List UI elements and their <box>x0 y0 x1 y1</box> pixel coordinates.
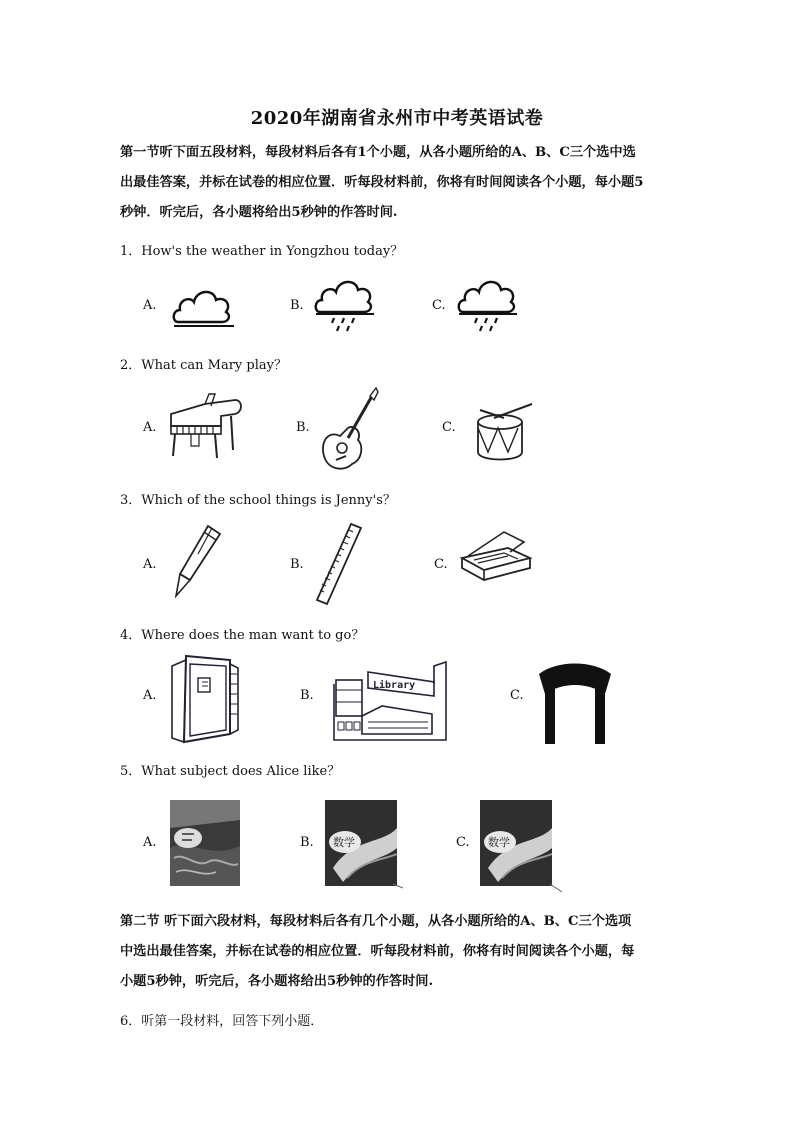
q4-option-b-label: B. <box>300 688 314 703</box>
ruler-icon <box>315 522 363 606</box>
q1-option-c-label: C. <box>432 298 446 313</box>
q3-option-b-label: B. <box>290 557 304 572</box>
q2-option-a-label: A. <box>143 420 157 435</box>
gate-icon <box>537 660 613 746</box>
q2-option-b-label: B. <box>296 420 310 435</box>
instruction-line: 中选出最佳答案，并标在试卷的相应位置．听每段材料前，你将有时间阅读各个小题，每 <box>120 944 635 959</box>
book-cover-icon <box>323 798 405 890</box>
question-1: 1．How's the weather in Yongzhou today？ <box>120 244 404 259</box>
question-2: 2．What can Mary play？ <box>120 358 287 373</box>
pen-icon <box>168 524 224 598</box>
question-3: 3．Which of the school things is Jenny's？ <box>120 493 396 508</box>
guitar-icon <box>318 386 380 474</box>
instruction-line: 出最佳答案，并标在试卷的相应位置．听每段材料前，你将有时间阅读各个小题，每小题5 <box>120 175 644 190</box>
instruction-line: 秒钟．听完后，各小题将给出5秒钟的作答时间. <box>120 205 398 220</box>
q1-option-a-label: A. <box>143 298 157 313</box>
library-sign: Library <box>373 680 416 691</box>
question-6: 6．听第一段材料，回答下列小题． <box>120 1014 324 1029</box>
instruction-line: 第一节听下面五段材料，每段材料后各有1个小题，从各小题所给的A、B、C三个选中选 <box>120 145 636 160</box>
drum-icon <box>474 400 536 462</box>
instruction-line: 小题5秒钟，听完后，各小题将给出5秒钟的作答时间. <box>120 974 434 989</box>
section2-instructions <box>120 907 690 997</box>
question-4: 4．Where does the man want to go？ <box>120 628 365 643</box>
section1-instructions <box>120 138 680 228</box>
instruction-line: 第二节 听下面六段材料，每段材料后各有几个小题，从各小题所给的A、B、C三个选项 <box>120 914 632 929</box>
q5-option-c-label: C. <box>456 835 470 850</box>
q5-option-a-label: A. <box>143 835 157 850</box>
q3-option-c-label: C. <box>434 557 448 572</box>
book-cover-icon <box>478 798 564 894</box>
book-cover-text: 数学 <box>488 836 510 849</box>
q2-option-c-label: C. <box>442 420 456 435</box>
cloud-rain-icon <box>312 278 378 336</box>
page-title: 2020年湖南省永州市中考英语试卷 <box>250 108 544 129</box>
piano-icon <box>165 392 245 464</box>
question-5: 5．What subject does Alice like？ <box>120 764 341 779</box>
book-cover-icon <box>168 798 244 888</box>
phone-booth-icon <box>170 654 240 746</box>
q4-option-c-label: C. <box>510 688 524 703</box>
cloud-icon <box>170 282 236 330</box>
q4-option-a-label: A. <box>143 688 157 703</box>
pencil-box-icon <box>458 528 534 586</box>
q1-option-b-label: B. <box>290 298 304 313</box>
cloud-rain-icon <box>455 278 521 336</box>
library-building-icon <box>328 656 448 746</box>
q5-option-b-label: B. <box>300 835 314 850</box>
q3-option-a-label: A. <box>143 557 157 572</box>
book-cover-text: 数学 <box>333 836 355 849</box>
